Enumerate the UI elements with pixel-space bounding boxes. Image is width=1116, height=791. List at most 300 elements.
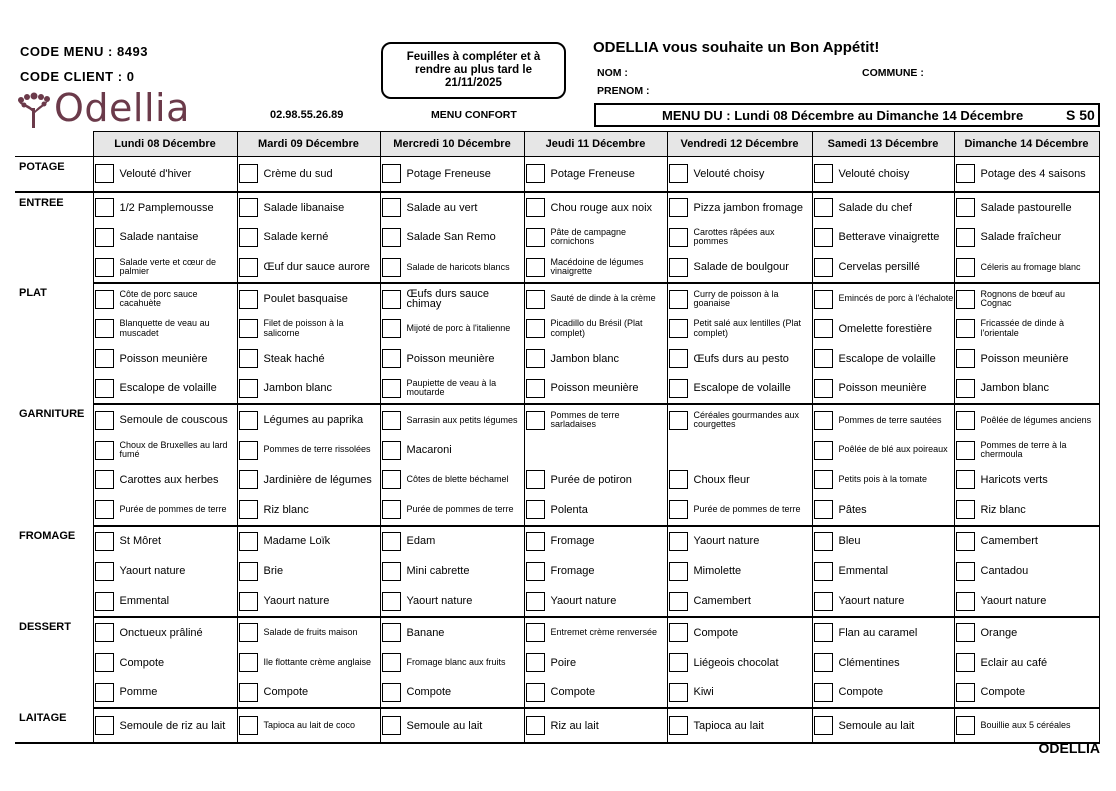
- dish-cell: [380, 314, 524, 344]
- category-label: ENTREE: [15, 192, 93, 283]
- menu-period: MENU DU : Lundi 08 Décembre au Dimanche 14 Décembre: [662, 108, 1024, 123]
- dish-checkbox[interactable]: [95, 470, 114, 489]
- dish-checkbox[interactable]: [814, 653, 833, 672]
- dish-checkbox[interactable]: [95, 592, 114, 611]
- dish-checkbox[interactable]: [526, 228, 545, 247]
- dish-cell: [812, 344, 954, 374]
- dish-checkbox[interactable]: [956, 164, 975, 183]
- dish-checkbox[interactable]: [382, 228, 401, 247]
- menu-row: [15, 495, 1099, 526]
- dish-cell: [812, 192, 954, 223]
- dish-checkbox[interactable]: [669, 198, 688, 217]
- dish-name: Jambon blanc: [550, 352, 619, 365]
- dish-checkbox[interactable]: [95, 228, 114, 247]
- dish-checkbox[interactable]: [669, 411, 688, 430]
- week-number: S 50: [1066, 107, 1095, 123]
- dish-name: Fromage: [550, 535, 595, 548]
- dish-checkbox[interactable]: [382, 258, 401, 277]
- dish-checkbox[interactable]: [95, 716, 114, 735]
- dish-option: [238, 495, 380, 524]
- dish-checkbox[interactable]: [669, 532, 688, 551]
- dish-name: Mini cabrette: [406, 565, 470, 578]
- dish-cell: [380, 344, 524, 374]
- dish-checkbox[interactable]: [95, 500, 114, 519]
- dish-checkbox[interactable]: [956, 532, 975, 551]
- menu-row: [15, 404, 1099, 435]
- dish-checkbox[interactable]: [382, 716, 401, 735]
- dish-checkbox[interactable]: [814, 164, 833, 183]
- dish-checkbox[interactable]: [669, 592, 688, 611]
- dish-checkbox[interactable]: [239, 228, 258, 247]
- dish-cell: [93, 617, 237, 648]
- dish-checkbox[interactable]: [814, 441, 833, 460]
- dish-option: [813, 465, 954, 494]
- dish-option: [668, 618, 812, 647]
- dish-checkbox[interactable]: [669, 716, 688, 735]
- dish-checkbox[interactable]: [956, 500, 975, 519]
- dish-checkbox[interactable]: [239, 716, 258, 735]
- dish-option: [813, 495, 954, 524]
- dish-name: Poisson meunière: [838, 382, 927, 395]
- dish-checkbox[interactable]: [382, 562, 401, 581]
- dish-option: [94, 223, 237, 252]
- category-label: FROMAGE: [15, 526, 93, 617]
- dish-name: Pommes de terre rissolées: [263, 444, 371, 455]
- menu-row: [15, 526, 1099, 557]
- dish-name: Poêlée de blé aux poireaux: [838, 444, 948, 455]
- dish-checkbox[interactable]: [814, 411, 833, 430]
- code-client-label: CODE CLIENT :: [20, 69, 123, 84]
- dish-checkbox[interactable]: [956, 411, 975, 430]
- dish-option: [525, 159, 667, 188]
- dish-checkbox[interactable]: [526, 411, 545, 430]
- dish-checkbox[interactable]: [956, 653, 975, 672]
- dish-option: [94, 344, 237, 373]
- dish-checkbox[interactable]: [814, 349, 833, 368]
- dish-cell: [237, 283, 380, 314]
- dish-checkbox[interactable]: [526, 319, 545, 338]
- dish-checkbox[interactable]: [382, 349, 401, 368]
- dish-name: Yaourt nature: [838, 595, 905, 608]
- dish-cell: [954, 617, 1099, 648]
- dish-cell: [237, 404, 380, 435]
- dish-option: [955, 159, 1099, 188]
- dish-checkbox[interactable]: [382, 500, 401, 519]
- dish-checkbox[interactable]: [95, 562, 114, 581]
- dish-cell: [954, 495, 1099, 526]
- dish-checkbox[interactable]: [95, 379, 114, 398]
- dish-checkbox[interactable]: [814, 470, 833, 489]
- dish-name: Potage Freneuse: [550, 167, 635, 180]
- dish-name: Camembert: [980, 535, 1038, 548]
- dish-checkbox[interactable]: [239, 623, 258, 642]
- dish-option: [955, 285, 1099, 314]
- dish-option: [525, 527, 667, 556]
- dish-option: [525, 193, 667, 222]
- dish-checkbox[interactable]: [669, 319, 688, 338]
- dish-cell: [667, 586, 812, 617]
- dish-checkbox[interactable]: [95, 532, 114, 551]
- dish-checkbox[interactable]: [526, 470, 545, 489]
- dish-cell: [524, 648, 667, 678]
- dish-name: Jambon blanc: [980, 382, 1049, 395]
- dish-name: Velouté choisy: [838, 167, 910, 180]
- dish-name: Macédoine de légumes vinaigrette: [550, 256, 644, 277]
- dish-option: [813, 374, 954, 403]
- dish-option: [813, 648, 954, 677]
- dish-name: Yaourt nature: [119, 565, 186, 578]
- dish-option: [94, 587, 237, 616]
- dish-checkbox[interactable]: [239, 532, 258, 551]
- dish-checkbox[interactable]: [239, 653, 258, 672]
- dish-checkbox[interactable]: [669, 470, 688, 489]
- dish-cell: [667, 435, 812, 465]
- dish-checkbox[interactable]: [382, 290, 401, 309]
- dish-checkbox[interactable]: [669, 164, 688, 183]
- dish-checkbox[interactable]: [95, 683, 114, 702]
- dish-checkbox[interactable]: [239, 319, 258, 338]
- dish-checkbox[interactable]: [239, 411, 258, 430]
- dish-checkbox[interactable]: [95, 198, 114, 217]
- dish-checkbox[interactable]: [814, 592, 833, 611]
- dish-name: Brie: [263, 565, 284, 578]
- dish-name: Salade de haricots blancs: [406, 261, 510, 272]
- category-label: GARNITURE: [15, 404, 93, 525]
- dish-option: [525, 495, 667, 524]
- dish-checkbox[interactable]: [956, 562, 975, 581]
- dish-cell: [237, 374, 380, 405]
- dish-name: Tapioca au lait de coco: [263, 719, 356, 730]
- dish-option: [238, 465, 380, 494]
- commune-label[interactable]: COMMUNE :: [862, 67, 924, 79]
- dish-checkbox[interactable]: [956, 319, 975, 338]
- dish-checkbox[interactable]: [526, 500, 545, 519]
- dish-checkbox[interactable]: [239, 592, 258, 611]
- dish-option: [525, 374, 667, 403]
- menu-row: [15, 586, 1099, 617]
- nom-label[interactable]: NOM :: [597, 67, 628, 79]
- dish-cell: [667, 252, 812, 283]
- dish-checkbox[interactable]: [956, 198, 975, 217]
- dish-checkbox[interactable]: [382, 441, 401, 460]
- dish-checkbox[interactable]: [382, 623, 401, 642]
- dish-checkbox[interactable]: [239, 470, 258, 489]
- dish-checkbox[interactable]: [95, 349, 114, 368]
- dish-checkbox[interactable]: [382, 470, 401, 489]
- dish-checkbox[interactable]: [239, 562, 258, 581]
- dish-name: Liégeois chocolat: [693, 656, 779, 669]
- dish-option: [381, 648, 524, 677]
- dish-name: Légumes au paprika: [263, 414, 364, 427]
- dish-checkbox[interactable]: [669, 349, 688, 368]
- dish-option: [381, 223, 524, 252]
- dish-name: Poisson meunière: [406, 352, 495, 365]
- dish-checkbox[interactable]: [526, 379, 545, 398]
- menu-row: [15, 314, 1099, 344]
- dish-name: Salade fraîcheur: [980, 231, 1062, 244]
- dish-option: [94, 557, 237, 586]
- dish-cell: [667, 556, 812, 586]
- dish-checkbox[interactable]: [526, 653, 545, 672]
- dish-checkbox[interactable]: [669, 562, 688, 581]
- dish-checkbox[interactable]: [956, 349, 975, 368]
- dish-cell: [380, 192, 524, 223]
- dish-name: Poisson meunière: [119, 352, 208, 365]
- dish-name: Clémentines: [838, 656, 900, 669]
- dish-checkbox[interactable]: [382, 411, 401, 430]
- dish-name: Yaourt nature: [980, 595, 1047, 608]
- dish-cell: [812, 586, 954, 617]
- dish-cell: [237, 157, 380, 192]
- dish-checkbox[interactable]: [95, 164, 114, 183]
- dish-checkbox[interactable]: [382, 319, 401, 338]
- dish-name: Omelette forestière: [838, 322, 933, 335]
- odellia-logo: [16, 86, 216, 130]
- dish-name: Œufs durs sauce chimay: [406, 288, 490, 311]
- dish-checkbox[interactable]: [669, 258, 688, 277]
- dish-name: Rognons de bœuf au Cognac: [980, 288, 1066, 309]
- dish-cell: [812, 374, 954, 405]
- dish-option: [955, 344, 1099, 373]
- dish-option: [238, 159, 380, 188]
- dish-checkbox[interactable]: [526, 623, 545, 642]
- dish-name: Poêlée de légumes anciens: [980, 414, 1092, 425]
- dish-checkbox[interactable]: [95, 653, 114, 672]
- dish-checkbox[interactable]: [526, 532, 545, 551]
- dish-name: Escalope de volaille: [693, 382, 791, 395]
- dish-option: [955, 465, 1099, 494]
- prenom-label[interactable]: PRENOM :: [597, 85, 650, 97]
- dish-checkbox[interactable]: [956, 258, 975, 277]
- dish-checkbox[interactable]: [814, 198, 833, 217]
- dish-name: Kiwi: [693, 686, 714, 699]
- dish-checkbox[interactable]: [956, 379, 975, 398]
- dish-name: Sauté de dinde à la crème: [550, 293, 656, 304]
- dish-checkbox[interactable]: [814, 623, 833, 642]
- dish-option: [525, 465, 667, 494]
- dish-option: [238, 618, 380, 647]
- code-menu: [20, 44, 148, 59]
- dish-checkbox[interactable]: [239, 500, 258, 519]
- dish-checkbox[interactable]: [956, 683, 975, 702]
- dish-checkbox[interactable]: [956, 470, 975, 489]
- dish-cell: [667, 223, 812, 253]
- dish-checkbox[interactable]: [669, 653, 688, 672]
- dish-option: [668, 374, 812, 403]
- dish-option: [668, 648, 812, 677]
- dish-cell: [812, 223, 954, 253]
- dish-cell: [524, 283, 667, 314]
- dish-checkbox[interactable]: [382, 653, 401, 672]
- dish-checkbox[interactable]: [956, 228, 975, 247]
- dish-checkbox[interactable]: [814, 716, 833, 735]
- dish-checkbox[interactable]: [239, 379, 258, 398]
- dish-cell: [954, 157, 1099, 192]
- day-header: Vendredi 12 Décembre: [667, 132, 812, 157]
- dish-option: [238, 314, 380, 343]
- dish-option: [813, 527, 954, 556]
- dish-checkbox[interactable]: [814, 290, 833, 309]
- dish-cell: [667, 526, 812, 557]
- dish-checkbox[interactable]: [956, 290, 975, 309]
- dish-name: Salade nantaise: [119, 231, 199, 244]
- dish-name: Semoule de riz au lait: [119, 719, 226, 732]
- dish-checkbox[interactable]: [526, 716, 545, 735]
- dish-option: [813, 436, 954, 465]
- dish-checkbox[interactable]: [95, 623, 114, 642]
- dish-cell: [954, 404, 1099, 435]
- dish-name: Poire: [550, 656, 577, 669]
- dish-name: Salade pastourelle: [980, 201, 1072, 214]
- dish-checkbox[interactable]: [526, 349, 545, 368]
- dish-name: Salade kerné: [263, 231, 329, 244]
- dish-cell: [667, 192, 812, 223]
- dish-option: [94, 465, 237, 494]
- dish-option: [238, 527, 380, 556]
- dish-option: [668, 711, 812, 740]
- dish-cell: [237, 556, 380, 586]
- dish-name: Emincés de porc à l'échalote: [838, 293, 954, 304]
- dish-name: Cervelas persillé: [838, 261, 920, 274]
- dish-option: [525, 618, 667, 647]
- dish-checkbox[interactable]: [382, 379, 401, 398]
- dish-cell: [954, 283, 1099, 314]
- dish-checkbox[interactable]: [526, 683, 545, 702]
- dish-cell: [380, 648, 524, 678]
- dish-cell: [93, 495, 237, 526]
- dish-option: [955, 618, 1099, 647]
- dish-option: [238, 648, 380, 677]
- dish-cell: [237, 648, 380, 678]
- dish-checkbox[interactable]: [526, 198, 545, 217]
- dish-checkbox[interactable]: [814, 500, 833, 519]
- dish-checkbox[interactable]: [814, 258, 833, 277]
- dish-name: Semoule de couscous: [119, 414, 228, 427]
- dish-checkbox[interactable]: [382, 592, 401, 611]
- dish-checkbox[interactable]: [239, 290, 258, 309]
- dish-cell: [954, 314, 1099, 344]
- dish-option: [525, 223, 667, 252]
- dish-checkbox[interactable]: [669, 683, 688, 702]
- dish-option: [955, 223, 1099, 252]
- dish-checkbox[interactable]: [526, 258, 545, 277]
- dish-name: Pizza jambon fromage: [693, 201, 803, 214]
- dish-checkbox[interactable]: [526, 290, 545, 309]
- dish-name: Carottes râpées aux pommes: [693, 226, 775, 247]
- dish-checkbox[interactable]: [95, 411, 114, 430]
- dish-checkbox[interactable]: [239, 164, 258, 183]
- dish-name: Haricots verts: [980, 473, 1048, 486]
- dish-checkbox[interactable]: [956, 441, 975, 460]
- dish-option: [238, 436, 380, 465]
- dish-name: Céréales gourmandes aux courgettes: [693, 409, 800, 430]
- dish-option: [94, 406, 237, 435]
- dish-checkbox[interactable]: [669, 623, 688, 642]
- code-client-value: 0: [126, 69, 135, 84]
- day-header: Jeudi 11 Décembre: [524, 132, 667, 157]
- dish-name: Poulet basquaise: [263, 293, 348, 306]
- dish-cell: [524, 708, 667, 743]
- dish-checkbox[interactable]: [956, 592, 975, 611]
- dish-checkbox[interactable]: [956, 623, 975, 642]
- dish-checkbox[interactable]: [95, 258, 114, 277]
- dish-option: [94, 193, 237, 222]
- dish-checkbox[interactable]: [669, 228, 688, 247]
- dish-option: [955, 193, 1099, 222]
- dish-option: [668, 159, 812, 188]
- dish-checkbox[interactable]: [239, 441, 258, 460]
- dish-option: [94, 527, 237, 556]
- dish-cell: [237, 586, 380, 617]
- dish-checkbox[interactable]: [669, 500, 688, 519]
- dish-cell: [667, 283, 812, 314]
- dish-checkbox[interactable]: [239, 258, 258, 277]
- dish-cell: [812, 465, 954, 495]
- dish-name: Œufs durs au pesto: [693, 352, 789, 365]
- dish-cell: [237, 495, 380, 526]
- dish-option: [813, 159, 954, 188]
- dish-checkbox[interactable]: [95, 319, 114, 338]
- dish-option: [813, 557, 954, 586]
- dish-cell: [524, 465, 667, 495]
- dish-checkbox[interactable]: [956, 716, 975, 735]
- dish-checkbox[interactable]: [382, 198, 401, 217]
- dish-checkbox[interactable]: [239, 349, 258, 368]
- dish-cell: [524, 435, 667, 465]
- menu-row: [15, 252, 1099, 283]
- dish-cell: [812, 617, 954, 648]
- dish-cell: [667, 314, 812, 344]
- dish-cell: [93, 526, 237, 557]
- dish-cell: [812, 283, 954, 314]
- dish-option: [381, 587, 524, 616]
- day-header: Mercredi 10 Décembre: [380, 132, 524, 157]
- dish-name: Jambon blanc: [263, 382, 332, 395]
- dish-checkbox[interactable]: [814, 379, 833, 398]
- dish-checkbox[interactable]: [239, 683, 258, 702]
- dish-checkbox[interactable]: [814, 319, 833, 338]
- dish-checkbox[interactable]: [95, 441, 114, 460]
- category-label: DESSERT: [15, 617, 93, 708]
- dish-checkbox[interactable]: [526, 164, 545, 183]
- dish-cell: [954, 252, 1099, 283]
- dish-cell: [667, 465, 812, 495]
- dish-cell: [524, 586, 667, 617]
- dish-name: Yaourt nature: [550, 595, 617, 608]
- dish-option: [668, 678, 812, 707]
- dish-option: [238, 406, 380, 435]
- dish-cell: [812, 648, 954, 678]
- dish-checkbox[interactable]: [382, 683, 401, 702]
- dish-checkbox[interactable]: [239, 198, 258, 217]
- dish-checkbox[interactable]: [669, 290, 688, 309]
- dish-checkbox[interactable]: [95, 290, 114, 309]
- dish-name: Compote: [838, 686, 884, 699]
- dish-cell: [812, 708, 954, 743]
- dish-checkbox[interactable]: [814, 228, 833, 247]
- dish-checkbox[interactable]: [814, 683, 833, 702]
- dish-cell: [93, 157, 237, 192]
- dish-checkbox[interactable]: [814, 532, 833, 551]
- dish-checkbox[interactable]: [526, 562, 545, 581]
- dish-checkbox[interactable]: [669, 379, 688, 398]
- dish-checkbox[interactable]: [382, 532, 401, 551]
- notice-line-3: 21/11/2025: [445, 77, 502, 89]
- dish-checkbox[interactable]: [382, 164, 401, 183]
- dish-cell: [812, 157, 954, 192]
- dish-checkbox[interactable]: [526, 592, 545, 611]
- dish-checkbox[interactable]: [814, 562, 833, 581]
